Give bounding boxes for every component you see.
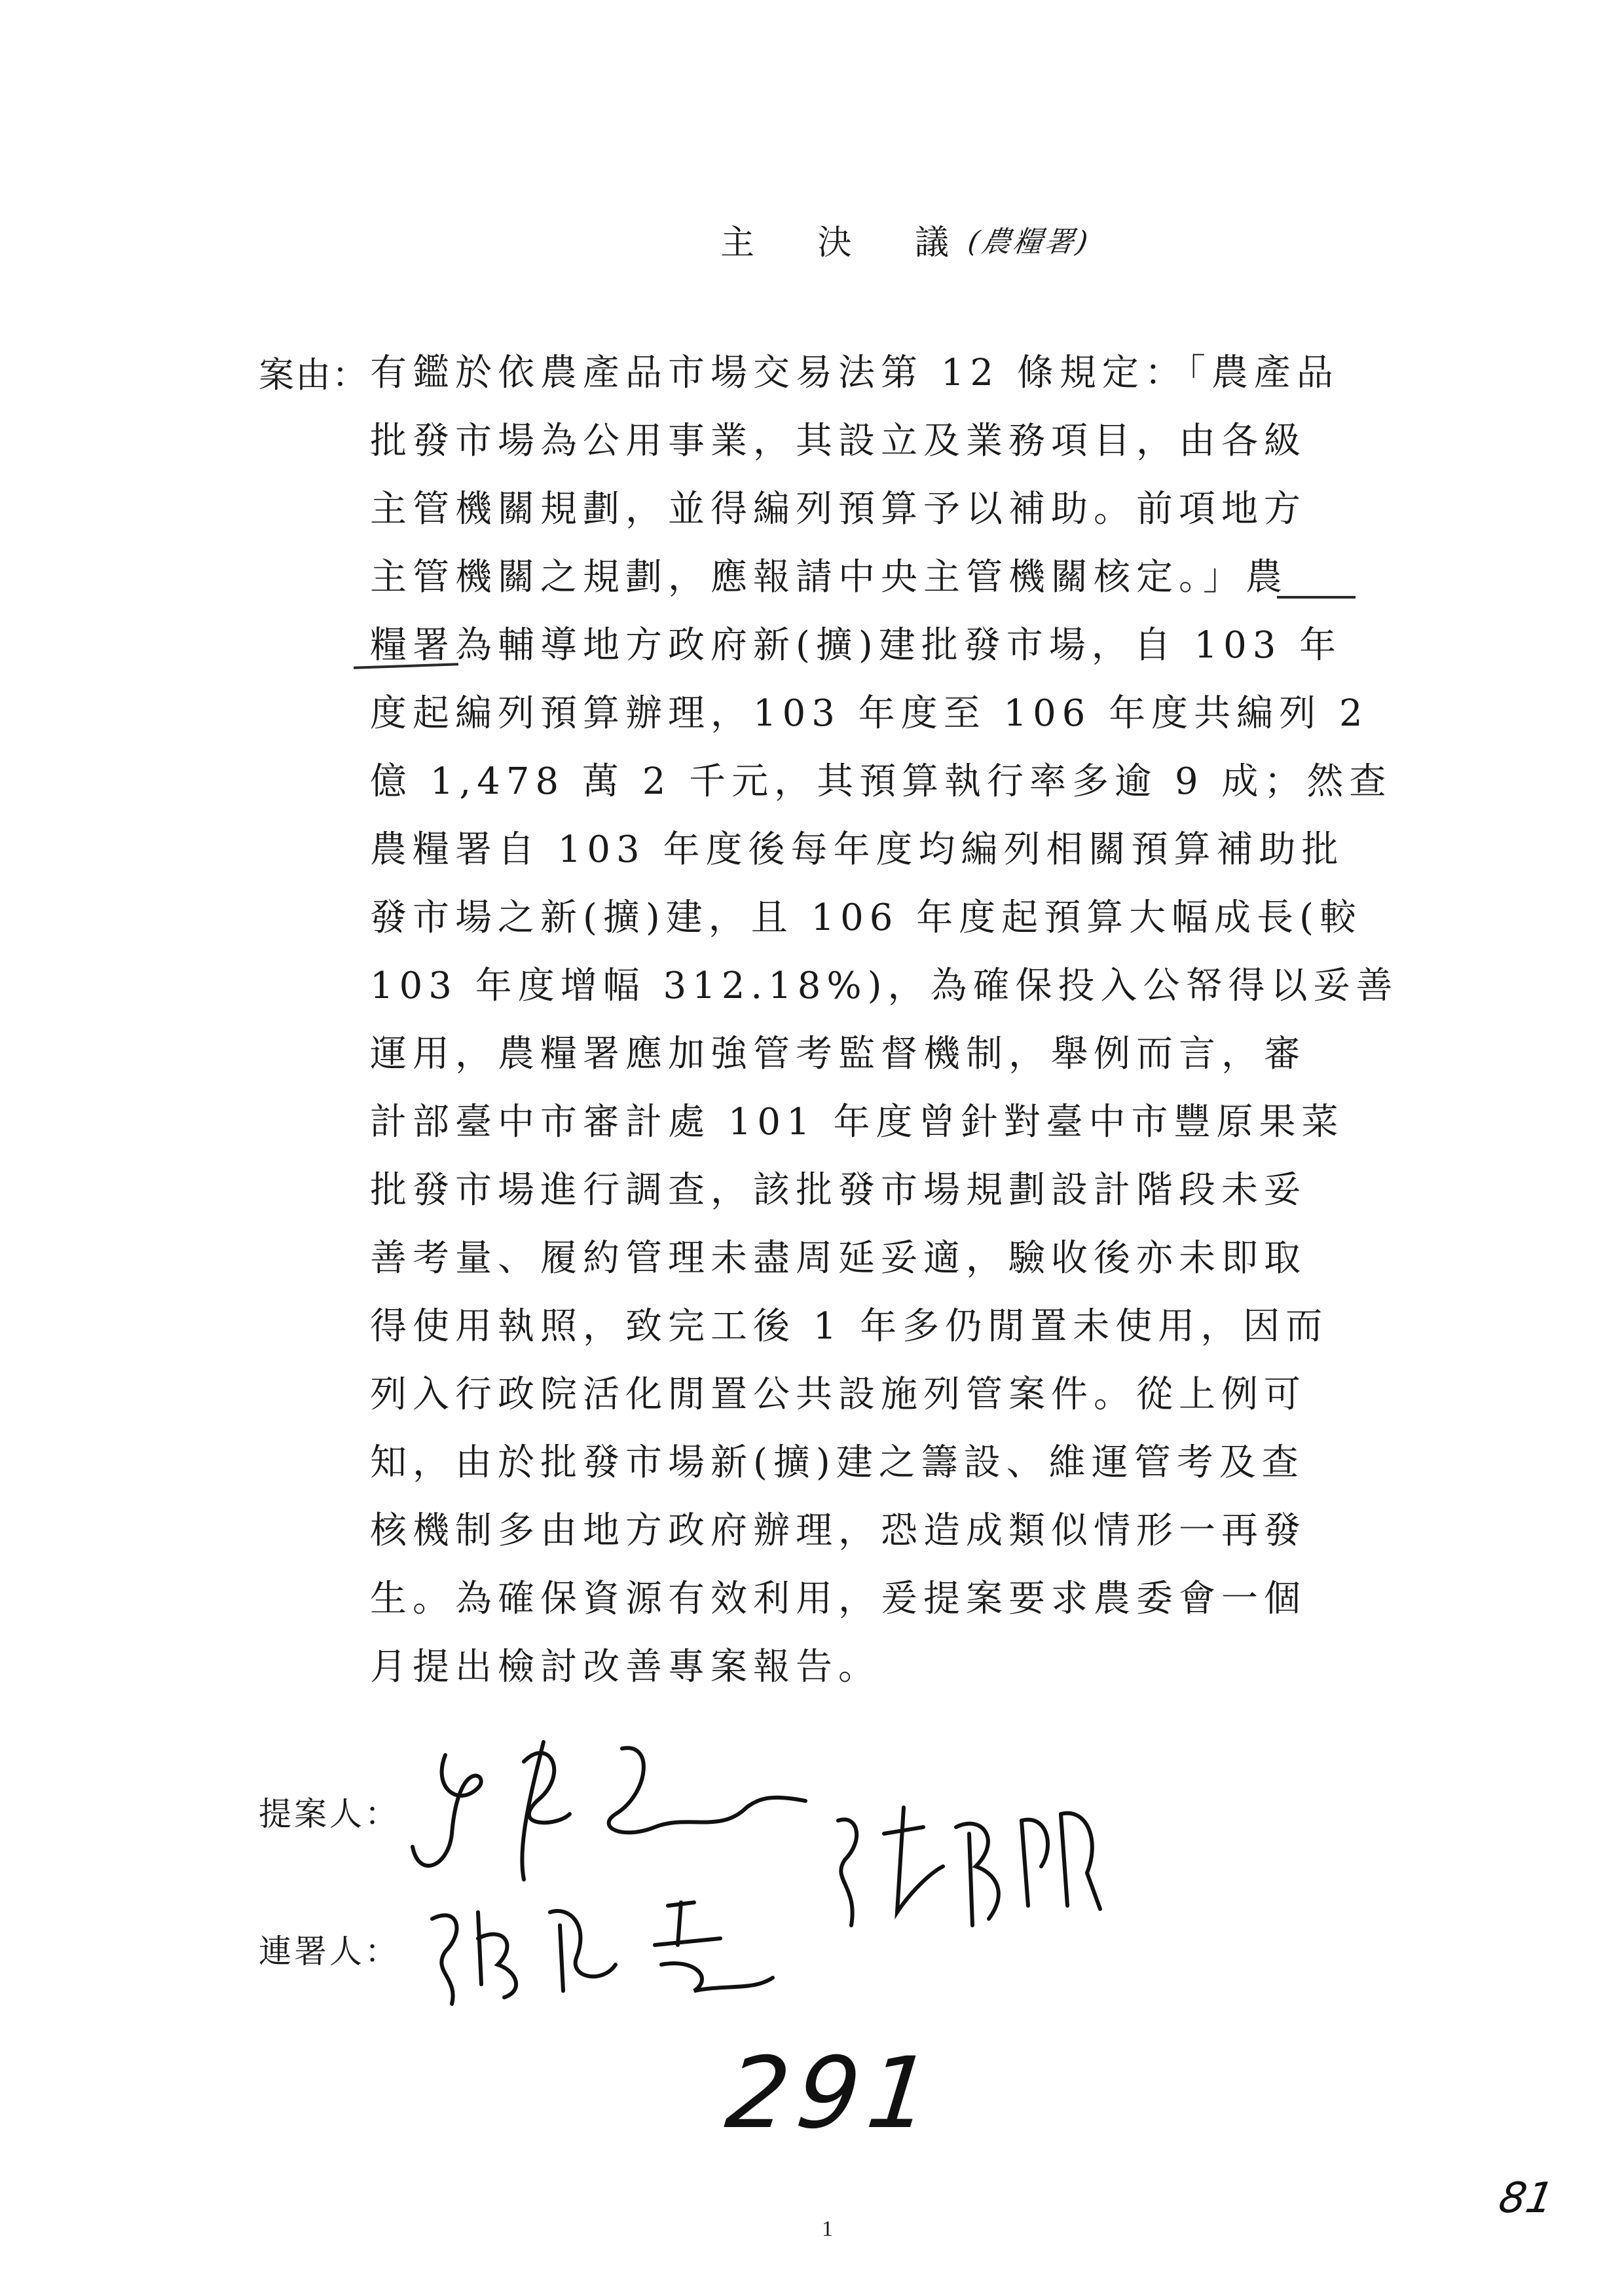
reason-line: 核機制多由地方政府辦理，恐造成類似情形一再發 xyxy=(370,1509,1306,1552)
reason-line: 月提出檢討改善專案報告。 xyxy=(370,1646,881,1688)
reason-line: 103 年度增幅 312.18%)，為確保投入公帑得以妥善 xyxy=(370,965,1399,1007)
reason-line: 主管機關之規劃，應報請中央主管機關核定。」農 xyxy=(370,556,1288,599)
title-agency-handwritten: (農糧署) xyxy=(965,225,1093,259)
reason-line: 列入行政院活化閒置公共設施列管案件。從上例可 xyxy=(370,1373,1306,1416)
reason-line: 生。為確保資源有效利用，爰提案要求農委會一個 xyxy=(370,1578,1306,1620)
reason-line: 度起編列預算辦理，103 年度至 106 年度共編列 2 xyxy=(370,692,1369,735)
reason-line: 有鑑於依農產品市場交易法第 12 條規定：「農產品 xyxy=(370,352,1339,394)
handwritten-underline xyxy=(1277,596,1356,599)
reason-line: 知，由於批發市場新(擴)建之籌設、維運管考及查 xyxy=(370,1441,1304,1484)
reason-label: 案由： xyxy=(259,354,369,396)
reason-line: 得使用執照，致完工後 1 年多仍閒置未使用，因而 xyxy=(370,1305,1329,1348)
title-main: 主 決 議 xyxy=(720,223,976,263)
proposer-label: 提案人： xyxy=(259,1795,400,1833)
reason-line: 計部臺中市審計處 101 年度曾針對臺中市豐原果菜 xyxy=(370,1101,1344,1143)
cosigner-label: 連署人： xyxy=(259,1933,400,1971)
reason-line: 批發市場為公用事業，其設立及業務項目，由各級 xyxy=(370,420,1306,462)
reason-line: 批發市場進行調查，該批發市場規劃設計階段未妥 xyxy=(370,1169,1306,1212)
reason-line: 億 1,478 萬 2 千元，其預算執行率多逾 9 成；然查 xyxy=(370,760,1392,803)
document-title xyxy=(720,210,1093,268)
reason-line: 善考量、履約管理未盡周延妥適，驗收後亦未即取 xyxy=(370,1237,1306,1280)
reason-line: 運用，農糧署應加強管考監督機制，舉例而言，審 xyxy=(370,1033,1306,1075)
reason-line: 主管機關規劃，並得編列預算予以補助。前項地方 xyxy=(370,488,1306,530)
cosigner-signature-2 xyxy=(825,1794,1113,1945)
cosigner-signature-1 xyxy=(419,1886,786,2017)
reason-line: 發市場之新(擴)建，且 106 年度起預算大幅成長(較 xyxy=(370,897,1363,939)
corner-number: 81 xyxy=(1495,2174,1557,2223)
handwritten-number: 291 xyxy=(720,2037,944,2151)
proposer-signature xyxy=(406,1716,825,1899)
reason-line: 農糧署自 103 年度後每年度均編列相關預算補助批 xyxy=(370,828,1344,871)
reason-line: 糧署為輔導地方政府新(擴)建批發市場，自 103 年 xyxy=(370,624,1342,667)
page-number: 1 xyxy=(822,2217,833,2241)
